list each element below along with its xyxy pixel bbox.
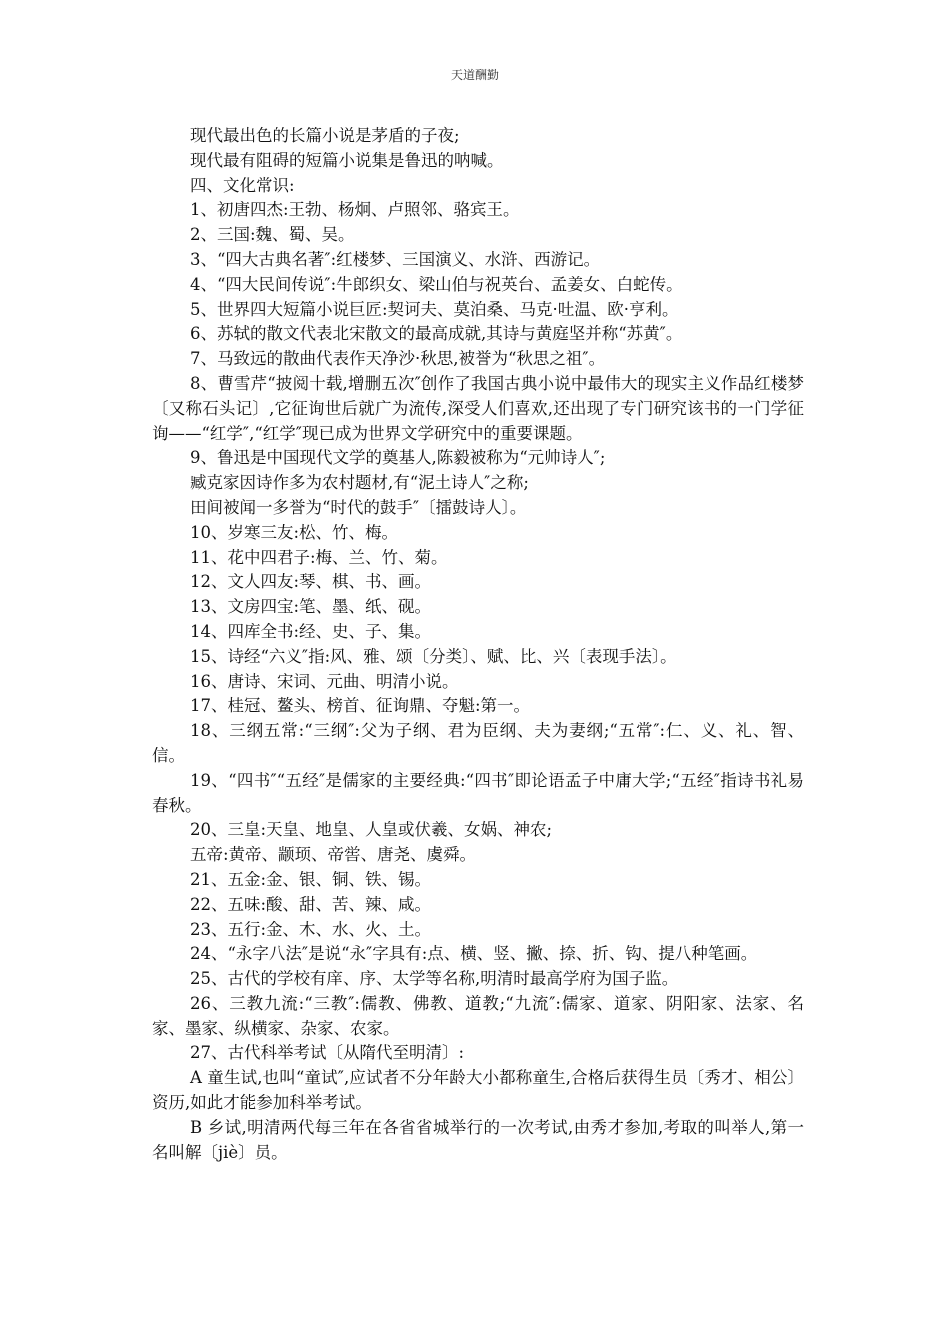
section-heading: 四、文化常识:	[190, 175, 295, 195]
list-item: 21、五金:金、银、铜、铁、锡。	[190, 869, 432, 889]
list-item: 24、“永字八法″是说“永″字具有:点、横、竖、撇、捺、折、钩、提八种笔画。	[190, 944, 758, 964]
list-item: 8、曹雪芹“披阅十载,增删五次″创作了我国古典小说中最伟大的现实主义作品红楼梦〔又称石头记〕,它征询世后就广为流传,深受人们喜欢,还出现了专门研究该书的一门学征询——“红学″,“红学″现已成为世界文学研究中的重要课题。	[152, 373, 804, 443]
list-item: 17、桂冠、鳌头、榜首、征询鼎、夺魁:第一。	[190, 696, 531, 716]
paragraph: 现代最出色的长篇小说是茅盾的子夜;	[190, 126, 460, 145]
list-item: 20、三皇:天皇、地皇、人皇或伏羲、女娲、神农;	[190, 820, 553, 840]
list-item: 19、“四书″“五经″是儒家的主要经典:“四书″即论语孟子中庸大学;“五经″指诗书礼易春秋。	[152, 770, 804, 815]
list-item: 4、“四大民间传说″:牛郎织女、梁山伯与祝英台、孟姜女、白蛇传。	[190, 274, 683, 294]
list-item: 6、苏轼的散文代表北宋散文的最高成就,其诗与黄庭坚并称“苏黄″。	[190, 324, 683, 344]
list-item: 15、诗经“六义″指:风、雅、颂〔分类〕、赋、比、兴〔表现手法〕。	[190, 646, 677, 666]
page-header: 天道酬勤	[450, 68, 499, 82]
list-item: 1、初唐四杰:王勃、杨炯、卢照邻、骆宾王。	[190, 200, 520, 220]
list-item: 10、岁寒三友:松、竹、梅。	[190, 522, 399, 542]
list-item: 18、三纲五常:“三纲″:父为子纲、君为臣纲、夫为妻纲;“五常″:仁、义、礼、智、信。	[152, 721, 804, 765]
paragraph: 现代最有阻碍的短篇小说集是鲁迅的呐喊。	[190, 150, 504, 170]
list-item: 2、三国:魏、蜀、吴。	[190, 225, 355, 245]
list-item: 11、花中四君子:梅、兰、竹、菊。	[190, 547, 448, 567]
list-item: 27、古代科举考试〔从隋代至明清〕:	[190, 1043, 465, 1063]
document-body	[152, 124, 804, 1165]
sub-item: B 乡试,明清两代每三年在各省省城举行的一次考试,由秀才参加,考取的叫举人,第一名叫解〔jiè〕员。	[152, 1117, 804, 1162]
list-item: 7、马致远的散曲代表作天净沙·秋思,被誉为“秋思之祖″。	[190, 349, 606, 369]
list-item: 13、文房四宝:笔、墨、纸、砚。	[190, 597, 432, 617]
list-item: 23、五行:金、木、水、火、土。	[190, 919, 432, 939]
list-item: 3、“四大古典名著″:红楼梦、三国演义、水浒、西游记。	[190, 249, 601, 269]
list-item: 16、唐诗、宋词、元曲、明清小说。	[190, 671, 459, 691]
paragraph: 臧克家因诗作多为农村题材,有“泥土诗人″之称;	[190, 473, 529, 493]
list-item: 12、文人四友:琴、棋、书、画。	[190, 572, 432, 592]
list-item: 5、世界四大短篇小说巨匠:契诃夫、莫泊桑、马克·吐温、欧·亨利。	[190, 299, 679, 319]
paragraph: 五帝:黄帝、颛顼、帝喾、唐尧、虞舜。	[190, 845, 477, 865]
list-item: 25、古代的学校有庠、序、太学等名称,明清时最高学府为国子监。	[190, 969, 679, 989]
paragraph: 田间被闻一多誉为“时代的鼓手″〔擂鼓诗人〕。	[190, 497, 527, 517]
list-item: 9、鲁迅是中国现代文学的奠基人,陈毅被称为“元帅诗人″;	[190, 448, 606, 468]
sub-item: A 童生试,也叫“童试″,应试者不分年龄大小都称童生,合格后获得生员〔秀才、相公〕资历,如此才能参加科举考试。	[152, 1068, 804, 1113]
list-item: 14、四库全书:经、史、子、集。	[190, 621, 432, 641]
list-item: 22、五味:酸、甜、苦、辣、咸。	[190, 894, 432, 914]
list-item: 26、三教九流:“三教″:儒教、佛教、道教;“九流″:儒家、道家、阴阳家、法家、名家、墨家、纵横家、杂家、农家。	[152, 993, 804, 1038]
